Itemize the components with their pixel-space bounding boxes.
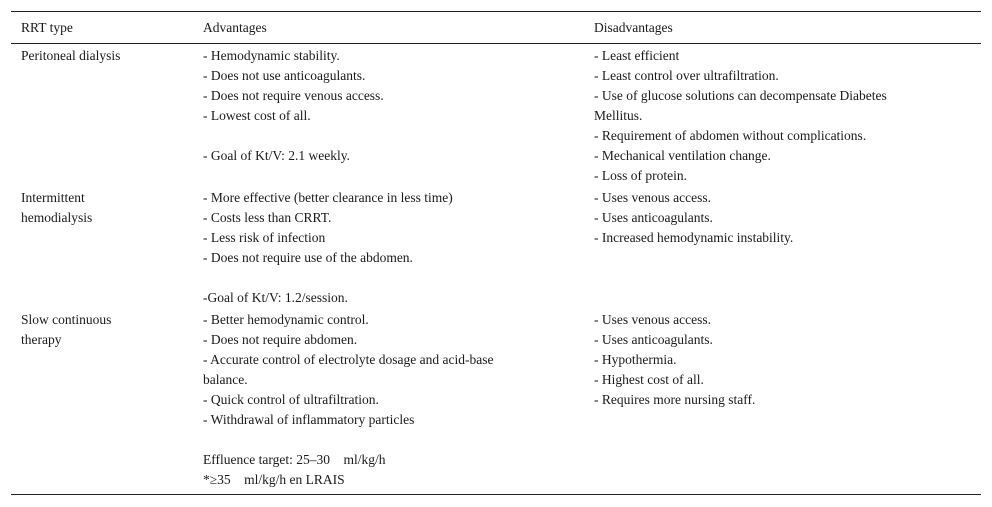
rrt-type-text: Slow continuous <box>21 312 112 327</box>
table-bottom-rule <box>11 494 981 495</box>
advantage-item: - Quick control of ultrafiltration. <box>203 392 379 407</box>
advantages-cell <box>203 310 583 490</box>
advantage-item: - Does not use anticoagulants. <box>203 68 366 83</box>
header-disadvantages: Disadvantages <box>594 20 673 35</box>
disadvantage-item: - Highest cost of all. <box>594 372 704 387</box>
effluence-target-lrais: *≥35 ml/kg/h en LRAIS <box>203 472 345 487</box>
disadvantages-cell <box>594 46 974 186</box>
header-rrt-type: RRT type <box>21 20 73 35</box>
disadvantage-item: - Requirement of abdomen without complications. <box>594 128 867 143</box>
advantages-cell <box>203 46 583 166</box>
rrt-type-text: therapy <box>21 332 62 347</box>
table-row <box>11 186 981 308</box>
disadvantage-item: - Uses venous access. <box>594 190 711 205</box>
rrt-type-text: hemodialysis <box>21 210 93 225</box>
advantage-item: - Better hemodynamic control. <box>203 312 369 327</box>
advantages-cell <box>203 188 583 308</box>
disadvantage-item: - Least control over ultrafiltration. <box>594 68 779 83</box>
rrt-type-cell <box>21 188 196 228</box>
disadvantages-cell <box>594 188 974 248</box>
advantage-item: - Accurate control of electrolyte dosage and acid-base <box>203 352 494 367</box>
advantage-item: balance. <box>203 372 248 387</box>
disadvantage-item: - Least efficient <box>594 48 680 63</box>
advantage-item: - Goal of Kt/V: 2.1 weekly. <box>203 148 350 163</box>
advantage-item: - Less risk of infection <box>203 230 326 245</box>
advantage-item: - Hemodynamic stability. <box>203 48 340 63</box>
rrt-comparison-table <box>11 11 981 490</box>
disadvantage-item: - Uses venous access. <box>594 312 711 327</box>
advantage-spacer <box>203 268 583 288</box>
disadvantage-item: - Mechanical ventilation change. <box>594 148 771 163</box>
disadvantage-item: - Uses anticoagulants. <box>594 332 713 347</box>
advantage-item: - Lowest cost of all. <box>203 108 311 123</box>
disadvantage-item: - Requires more nursing staff. <box>594 392 756 407</box>
rrt-type-cell <box>21 46 196 66</box>
advantage-item: -Goal of Kt/V: 1.2/session. <box>203 290 348 305</box>
rrt-type-cell <box>21 310 196 350</box>
effluence-target: Effluence target: 25–30 ml/kg/h <box>203 452 386 467</box>
advantage-item: - Does not require use of the abdomen. <box>203 250 413 265</box>
advantage-item: - More effective (better clearance in less time) <box>203 190 453 205</box>
disadvantage-item: - Increased hemodynamic instability. <box>594 230 794 245</box>
disadvantage-item: - Loss of protein. <box>594 168 687 183</box>
disadvantage-item: - Hypothermia. <box>594 352 677 367</box>
disadvantage-item: - Uses anticoagulants. <box>594 210 713 225</box>
advantage-item: - Does not require abdomen. <box>203 332 358 347</box>
table-header <box>11 12 981 44</box>
advantage-item: - Does not require venous access. <box>203 88 384 103</box>
rrt-type-text: Intermittent <box>21 190 85 205</box>
table-row <box>11 44 981 186</box>
table-row <box>11 308 981 490</box>
advantage-spacer <box>203 430 583 450</box>
disadvantage-item: Mellitus. <box>594 108 643 123</box>
advantage-item: - Costs less than CRRT. <box>203 210 332 225</box>
disadvantages-cell <box>594 310 974 410</box>
advantage-spacer <box>203 126 583 146</box>
rrt-type-text: Peritoneal dialysis <box>21 48 121 63</box>
header-advantages: Advantages <box>203 20 267 35</box>
disadvantage-item: - Use of glucose solutions can decompensate Diabetes <box>594 88 887 103</box>
advantage-item: - Withdrawal of inflammatory particles <box>203 412 415 427</box>
